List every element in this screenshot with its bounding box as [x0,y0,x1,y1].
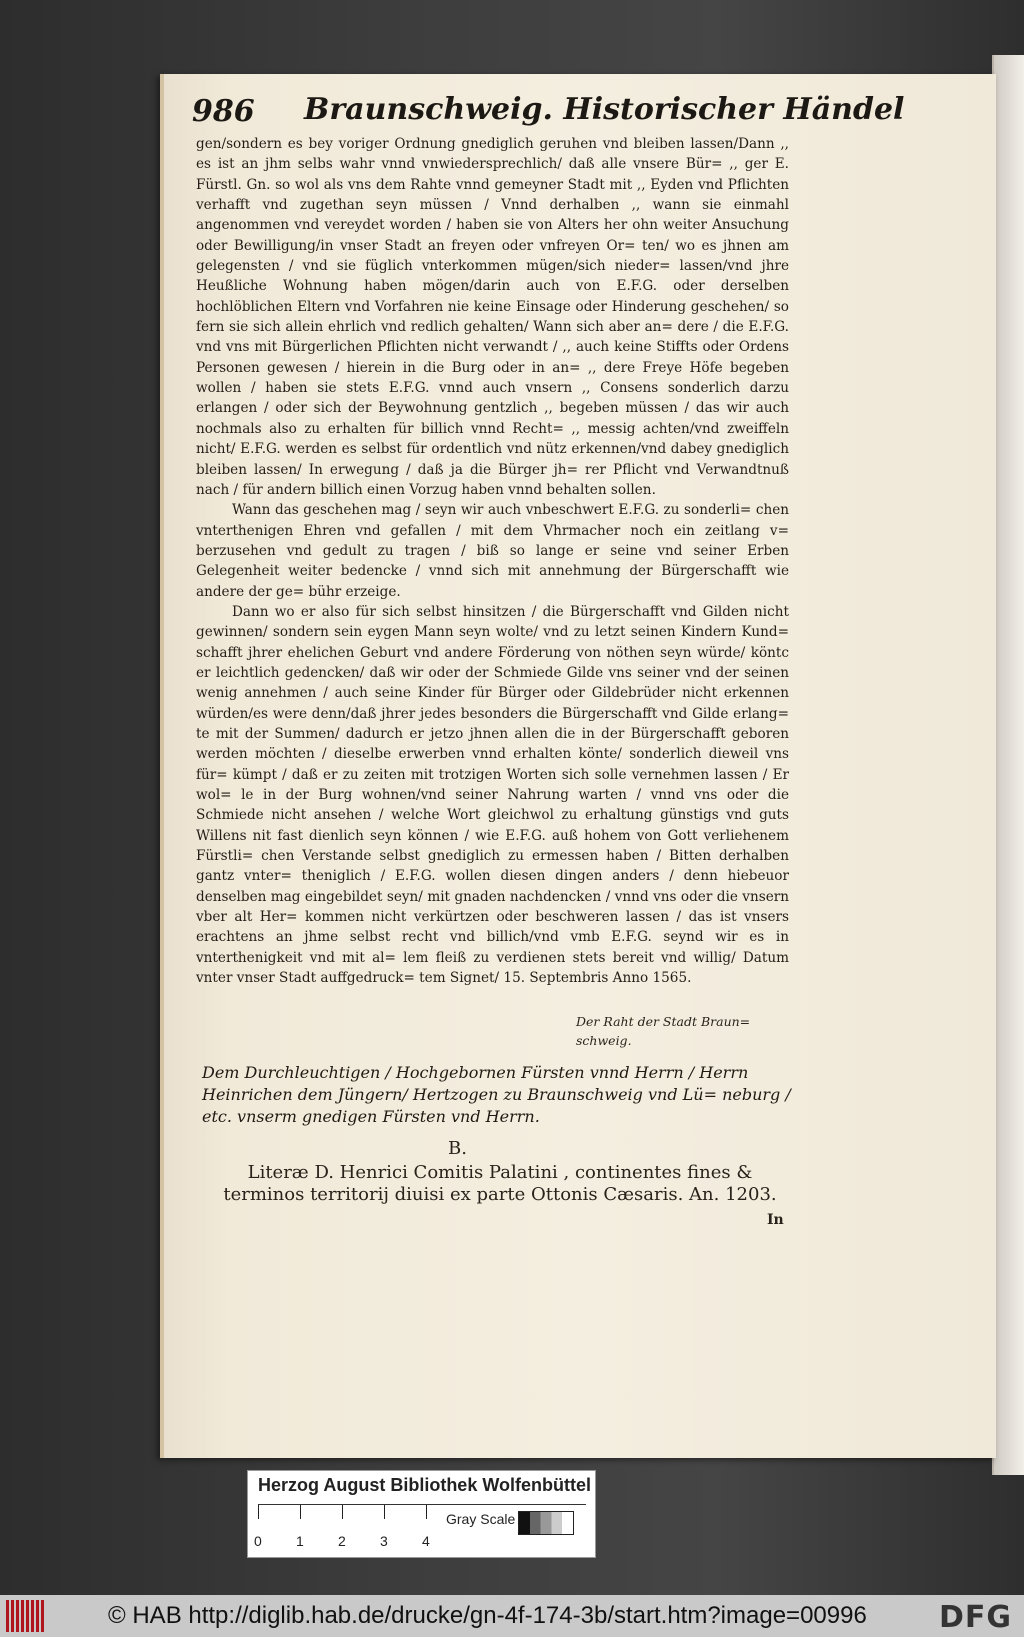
latin-title: Literæ D. Henrici Comitis Palatini , continentes fines & terminos territorij diuisi ex parte Ottonis Cæsaris. An. 1203. [223,1162,777,1205]
tick-label: 4 [422,1533,430,1549]
gray-scale-swatch [518,1511,574,1535]
tick-label: 3 [380,1533,388,1549]
footer-bar [0,1595,1024,1637]
paragraph-1: gen/sondern es bey voriger Ordnung gnediglich geruhen vnd bleiben lassen/Dann ,, es ist an jhm selbs wahr vnnd vnwiedersprechlich/ daß alle vnsere Bür= ,, ger E. Fürstl. Gn. so wol als vns dem Rahte vnnd gemeyner Stadt mit ,, Eyden vnd Pflichten verhafft vnd zugethan seyn müssen / Vnnd derhalben ,, wann sie einmahl angenommen vnd vereydet worden / haben sie von Alters her ohn weiter Ansuchung oder Bewilligung/in vnser Stadt an freyen oder vnfreyen Or= ten/ wo es jhnen am gelegensten / vnd sie füglich vnterkommen mügen/sich nieder= lassen/vnd jhre Heußliche Wohnung haben mögen/darin auch von E.F.G. oder derselben hochlöblichen Eltern vnd Vorfahren nie keine Einsage oder Hinderung geschehen/ so fern sie sich allein ehrlich vnd redlich gehalten/ Wann sich aber an= dere / die E.F.G. vnd vns mit Bürgerlichen Pflichten nicht verwandt / ,, auch keine Stiffts oder Ordens Personen gewesen / hierein in die Burg oder in an= ,, dere Freye Höfe begeben wollen / haben sie stets E.F.G. vnnd auch vnsern ,, Consens sonderlich darzu erlangen / oder sich der Beywohnung gentzlich ,, begeben müssen / das wir auch nochmals also zu erhalten für billich vnnd Recht= ,, messig achten/vnd zweiffeln nicht/ E.F.G. werden es selbst für ordentlich vnd nütz erkennen/vnd dabey gnediglich bleiben lassen/ In erwegung / daß ja die Bürger jh= rer Pflicht vnd Verwandtnuß nach / für andern billich einen Vorzug haben vnnd behalten sollen. [196,136,789,498]
tick-label: 1 [296,1533,304,1549]
page-header [192,92,905,130]
tick-label: 0 [254,1533,262,1549]
body-text [196,134,789,988]
tick-mark [384,1505,385,1519]
tick-label: 2 [338,1533,346,1549]
ruler-ticks [258,1505,448,1527]
paragraph-2: Wann das geschehen mag / seyn wir auch vnbeschwert E.F.G. zu sonderli= chen vnterthenigen Ehren vnd gefallen / mit dem Vhrmacher noch ein zeitlang v= berzusehen vnd gedult zu tragen / biß so lange er seine vnd seiner Erben Gelegenheit weiter bedencke / vnnd sich mit annehmung der Bürgerschafft wie andere der ge= bühr erzeige. [196,502,789,600]
ruler-title: Herzog August Bibliothek Wolfenbüttel [258,1475,591,1495]
copyright-link[interactable]: © HAB http://diglib.hab.de/drucke/gn-4f-174-3b/start.htm?image=00996 [108,1602,867,1629]
page-edge-right [992,55,1024,1475]
tick-mark [258,1505,259,1519]
catchword: In [767,1212,784,1228]
color-ruler [247,1470,596,1558]
gray-scale-label: Gray Scale [446,1511,516,1527]
running-head: Braunschweig. Historischer Händel [304,92,905,127]
tick-mark [342,1505,343,1519]
barcode-icon [6,1600,44,1632]
section-letter: B. [448,1138,467,1159]
signature: Der Raht der Stadt Braun= schweig. [576,1014,751,1048]
tick-mark [426,1505,427,1519]
address-block: Dem Durchleuchtigen / Hochgebornen Fürsten vnnd Herrn / Herrn Heinrichen dem Jüngern/ Hertzogen zu Braunschweig vnd Lü= neburg / etc. vnserm gnedigen Fürsten vnd Herrn. [202,1063,791,1126]
paragraph-3: Dann wo er also für sich selbst hinsitzen / die Bürgerschafft vnd Gilden nicht gewinnen/ sondern sein eygen Mann seyn wolte/ vnd zu letzt seinen Kindern Kund= schafft jhrer ehelichen Geburt vnd andere Förderung von nöthen seyn würde/ köntc er leichtlich gedencken/ daß wir oder der Schmiede Gilde vns seiner vnd der seinen wenig annehmen / auch seine Kinder für Bürger oder Gildebrüder nicht erkennen würden/es were denn/daß jhrer jedes besonders die Bürgerschafft vnd Gilde erlang= te mit der Summen/ dadurch er jetzo jhnen allen die in der Bürgerschafft geboren werden möchten / dieselbe erwerben vnnd erhalten könte/ sonderlich dieweil vns für= kümpt / daß er zu zeiten mit trotzigen Worten sich solle vernehmen lassen / Er wol= le in der Burg wohnen/vnd seiner Nahrung warten / vnnd vns oder die Schmiede nicht ansehen / welche Wort gleichwol zu erhaltung günstigs vnd guts Willens nit fast dienlich seyn können / wie E.F.G. auß hohem von Gott verliehenem Fürstli= chen Verstande selbst gnediglich zu ermessen haben / Bitten derhalben gantz vnter= theniglich / E.F.G. wollen diesen dingen anders / denn hiebeuor denselben mag eingebildet seyn/ mit gnaden nachdencken / vnnd vns oder die vnsern vber alt Her= kommen nicht verkürtzen oder beschweren lassen / das ist vnsers erachtens an jhme selbst recht vnd billich/vnd vmb E.F.G. seynd wir es in vnterthenigkeit vnd mit al= lem fleiß zu verdienen stets bereit vnd willig/ Datum vnter vnser Stadt auffgedruck= tem Signet/ 15. Septembris Anno 1565. [196,603,789,987]
tick-mark [300,1505,301,1519]
dfg-logo: DFG [938,1600,1012,1635]
page-number: 986 [192,94,255,129]
